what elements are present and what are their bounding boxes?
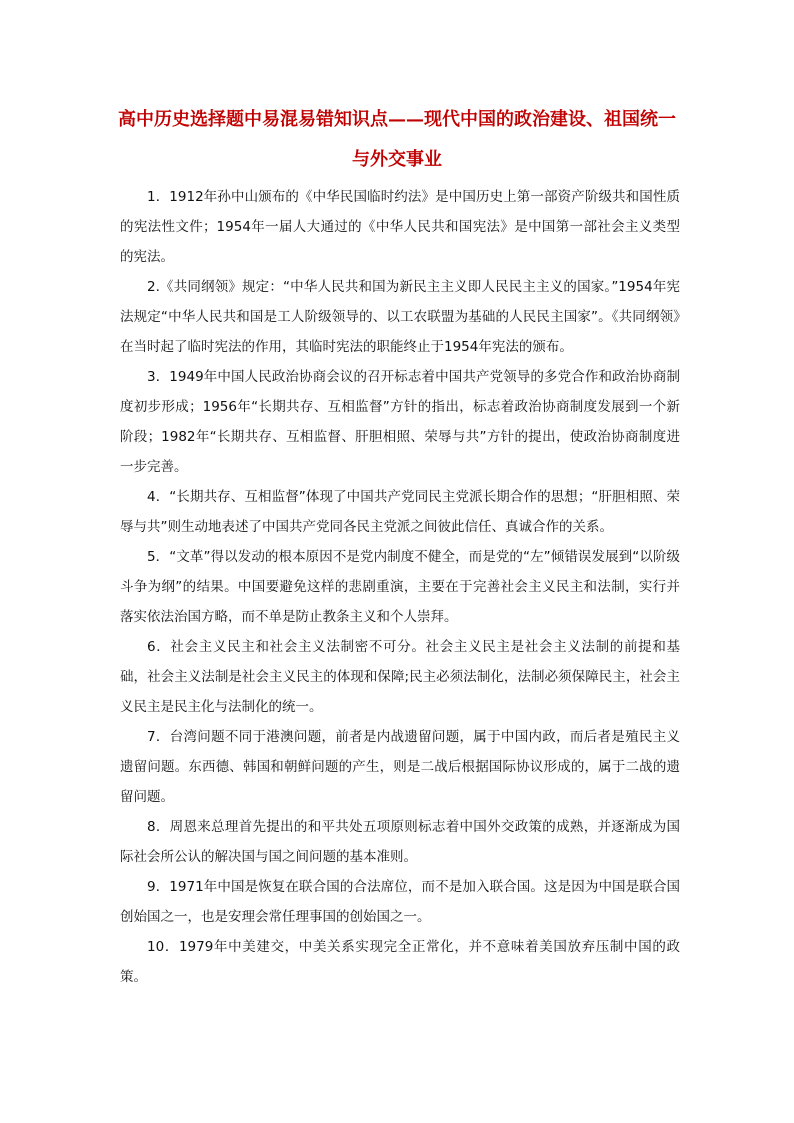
paragraph-7: 7．台湾问题不同于港澳问题，前者是内战遗留问题，属于中国内政，而后者是殖民主义遗留问题。东西德、韩国和朝鲜问题的产生，则是二战后根据国际协议形成的，属于二战的遗留问题。 [120, 729, 680, 805]
document-title: 高中历史选择题中易混易错知识点——现代中国的政治建设、祖国统一与外交事业 [118, 109, 676, 170]
paragraph-3: 3．1949年中国人民政治协商会议的召开标志着中国共产党领导的多党合作和政治协商制度初步形成；1956年“长期共存、互相监督”方针的指出，标志着政治协商制度发展到一个新阶段；1982年“长期共存、互相监督、肝胆相照、荣辱与共”方针的提出，使政治协商制度进一步完善。 [120, 369, 680, 475]
paragraph-6: 6．社会主义民主和社会主义法制密不可分。社会主义民主是社会主义法制的前提和基础，社会主义法制是社会主义民主的体现和保障;民主必须法制化，法制必须保障民主，社会主义民主是民主化与法制化的统一。 [120, 639, 680, 715]
document-body [120, 182, 680, 992]
paragraph-5: 5．“文革”得以发动的根本原因不是党内制度不健全，而是党的“左”倾错误发展到“以阶级斗争为纲”的结果。中国要避免这样的悲剧重演，主要在于完善社会主义民主和法制，实行并落实依法治国方略，而不单是防止教条主义和个人崇拜。 [120, 549, 680, 625]
paragraph-4: 4．“长期共存、互相监督”体现了中国共产党同民主党派长期合作的思想；“肝胆相照、荣辱与共”则生动地表述了中国共产党同各民主党派之间彼此信任、真诚合作的关系。 [120, 489, 680, 535]
paragraph-10: 10．1979年中美建交，中美关系实现完全正常化，并不意味着美国放弃压制中国的政策。 [120, 939, 680, 985]
paragraph-9: 9．1971年中国是恢复在联合国的合法席位，而不是加入联合国。这是因为中国是联合国创始国之一，也是安理会常任理事国的创始国之一。 [120, 879, 680, 925]
paragraph-1: 1．1912年孙中山颁布的《中华民国临时约法》是中国历史上第一部资产阶级共和国性质的宪法性文件；1954年一届人大通过的《中华人民共和国宪法》是中国第一部社会主义类型的宪法。 [120, 189, 680, 265]
paragraph-8: 8．周恩来总理首先提出的和平共处五项原则标志着中国外交政策的成熟，并逐渐成为国际社会所公认的解决国与国之间问题的基本准则。 [120, 819, 680, 865]
paragraph-2: 2.《共同纲领》规定：“中华人民共和国为新民主主义即人民民主主义的国家。”1954年宪法规定“中华人民共和国是工人阶级领导的、以工农联盟为基础的人民民主国家”。《共同纲领》在当时起了临时宪法的作用，其临时宪法的职能终止于1954年宪法的颁布。 [120, 279, 680, 355]
